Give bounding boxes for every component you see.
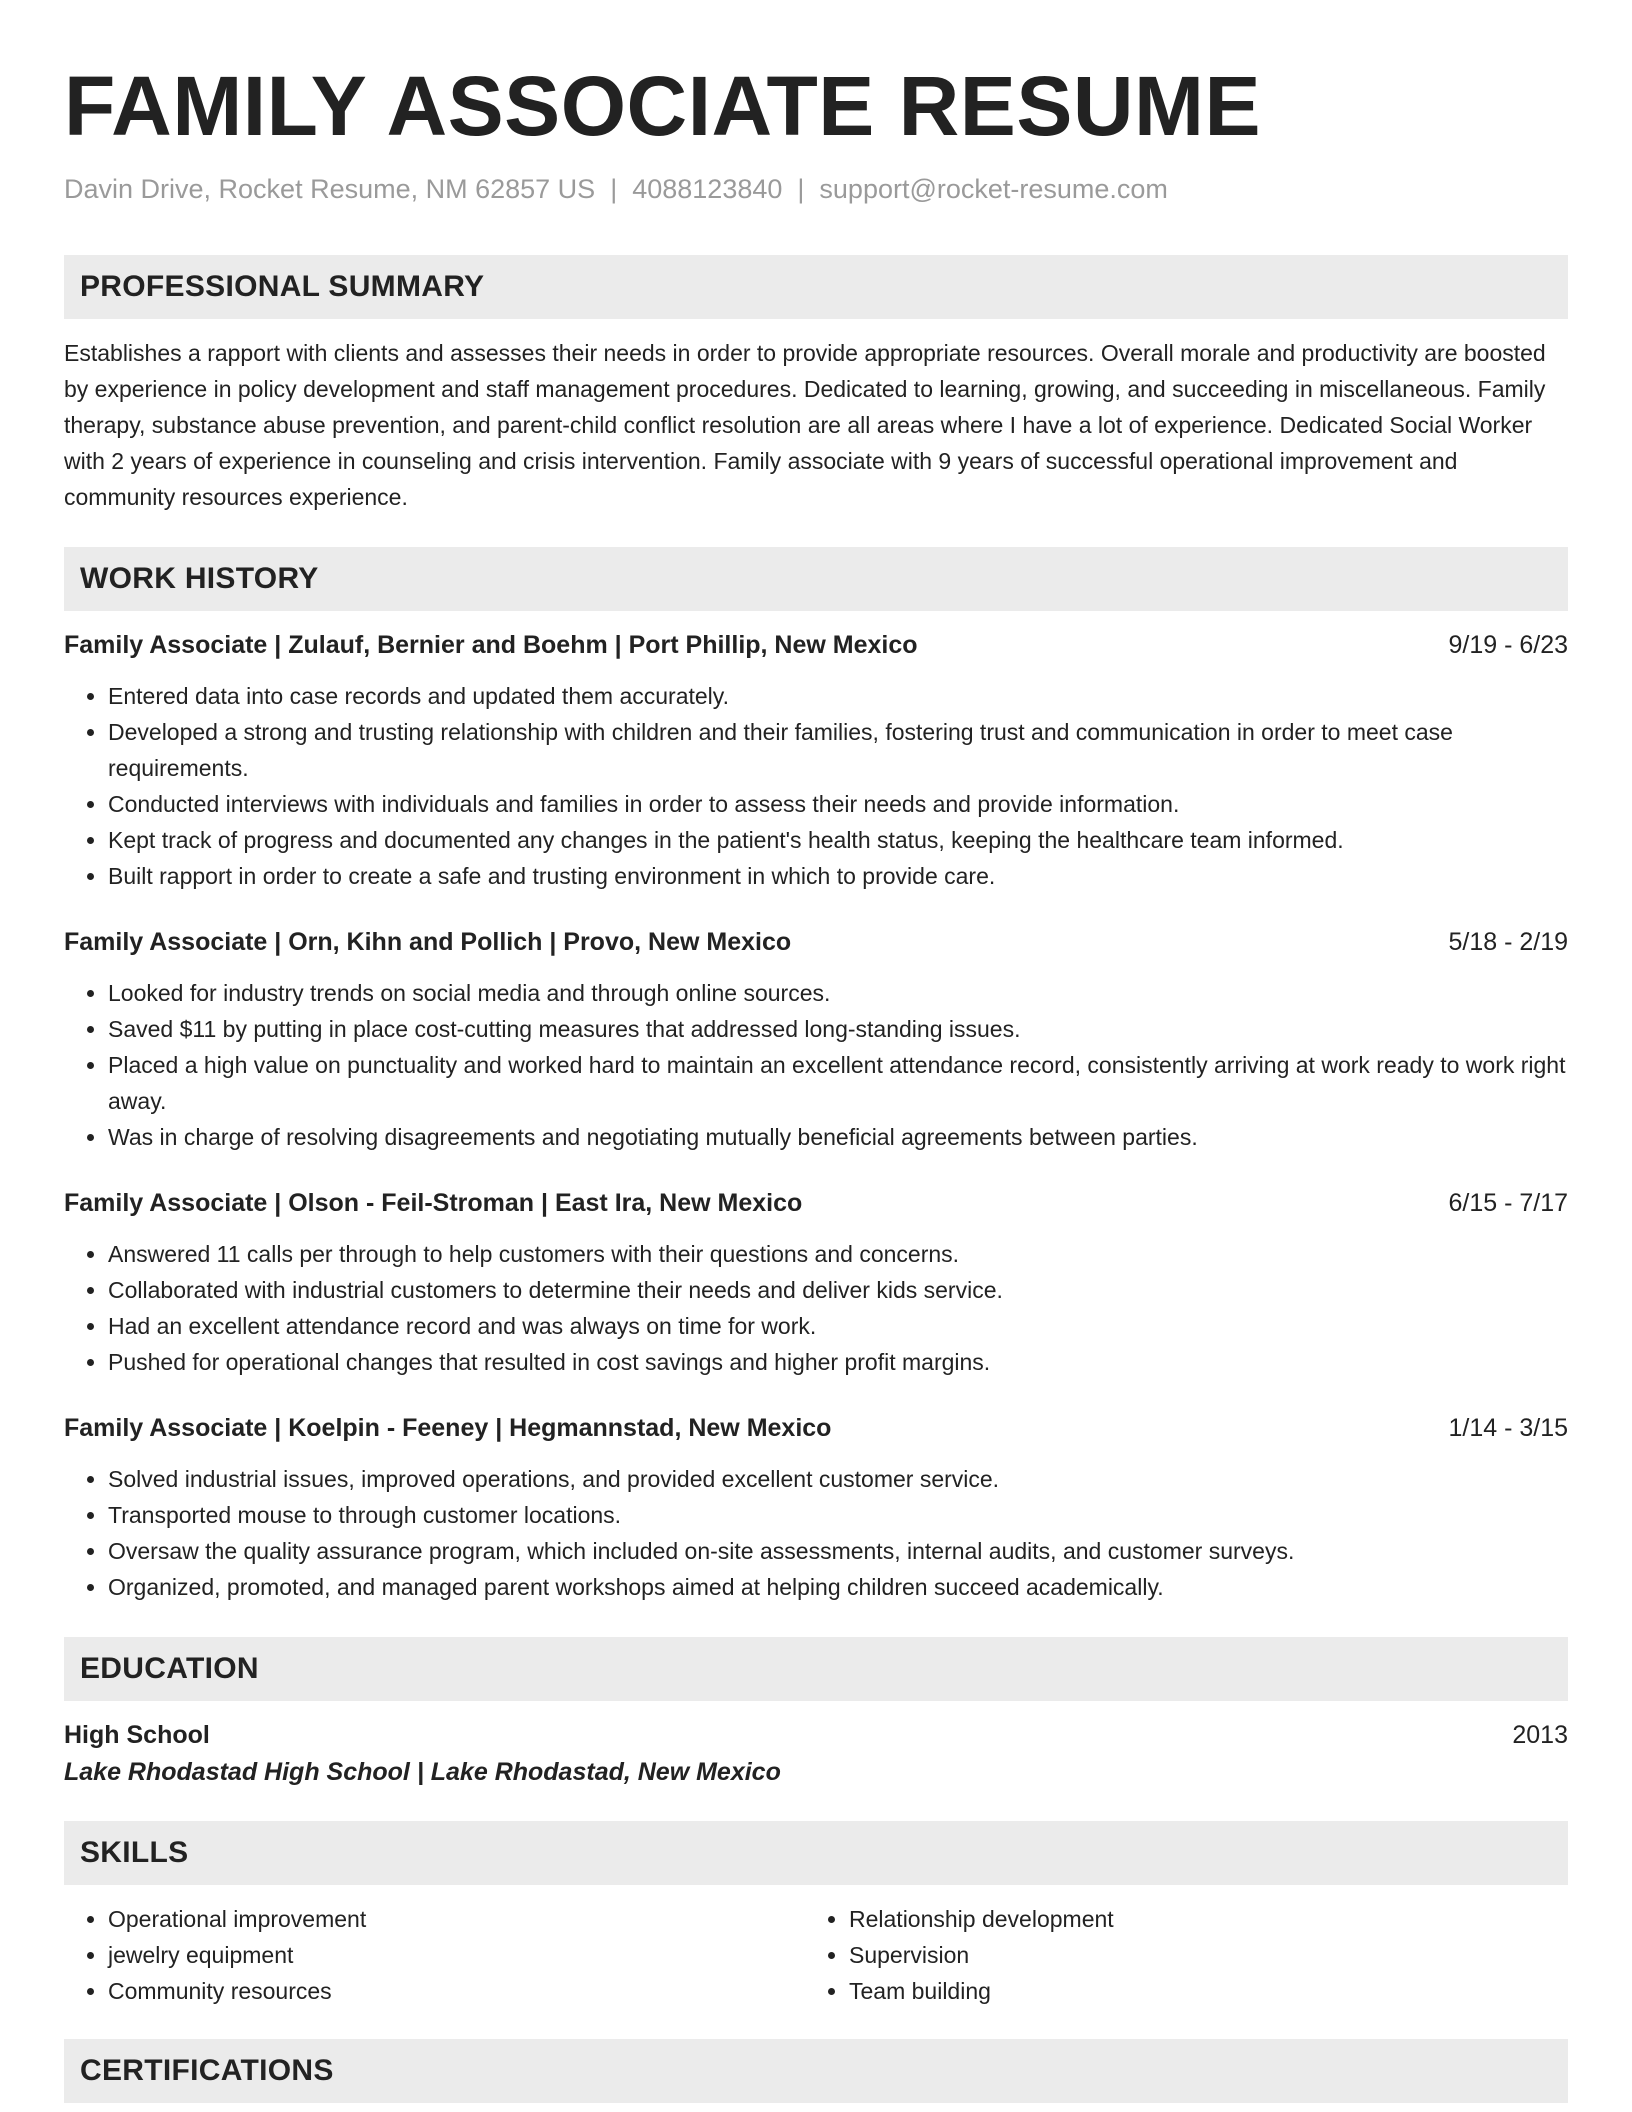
job-title: Family Associate | Koelpin - Feeney | Hegmannstad, New Mexico	[64, 1414, 832, 1442]
job-duty: • Conducted interviews with individuals and families in order to assess their needs and provide information.	[108, 786, 1568, 822]
job-duties	[64, 975, 1568, 1155]
job-duties	[64, 1461, 1568, 1605]
education-school: Lake Rhodastad High School | Lake Rhodastad, New Mexico	[64, 1758, 781, 1786]
resume-title: FAMILY ASSOCIATE RESUME	[64, 59, 1262, 153]
skill-item: • jewelry equipment	[108, 1937, 805, 1973]
resume-page	[64, 0, 1568, 2103]
skills-column-left	[64, 1901, 805, 2009]
job-duty: • Developed a strong and trusting relationship with children and their families, fostering trust and communication in order to meet case requirements.	[108, 714, 1568, 786]
job-dates: 9/19 - 6/23	[1448, 631, 1568, 659]
job-duties	[64, 678, 1568, 894]
education-degree: High School	[64, 1721, 210, 1749]
job-duty: • Looked for industry trends on social media and through online sources.	[108, 975, 1568, 1011]
job-entry	[64, 924, 1568, 1155]
job-dates: 6/15 - 7/17	[1448, 1189, 1568, 1217]
job-duty: • Saved $11 by putting in place cost-cutting measures that addressed long-standing issues.	[108, 1011, 1568, 1047]
job-duty: • Entered data into case records and updated them accurately.	[108, 678, 1568, 714]
job-duty: • Answered 11 calls per through to help customers with their questions and concerns.	[108, 1236, 1568, 1272]
job-dates: 5/18 - 2/19	[1448, 928, 1568, 956]
education-entry	[64, 1717, 1568, 1791]
job-duty: • Built rapport in order to create a safe and trusting environment in which to provide care.	[108, 858, 1568, 894]
contact-phone: 4088123840	[632, 174, 783, 204]
job-duty: • Collaborated with industrial customers to determine their needs and deliver kids service.	[108, 1272, 1568, 1308]
job-entry	[64, 1185, 1568, 1380]
job-dates: 1/14 - 3/15	[1448, 1414, 1568, 1442]
job-duties	[64, 1236, 1568, 1380]
job-title: Family Associate | Olson - Feil-Stroman | East Ira, New Mexico	[64, 1189, 803, 1217]
skill-item: • Supervision	[849, 1937, 1546, 1973]
skills-column-right	[805, 1901, 1546, 2009]
section-header-summary: PROFESSIONAL SUMMARY	[64, 255, 1568, 319]
skill-item: • Relationship development	[849, 1901, 1546, 1937]
section-header-skills: SKILLS	[64, 1821, 1568, 1885]
job-duty: • Placed a high value on punctuality and worked hard to maintain an excellent attendance record, consistently arriving at work ready to work right away.	[108, 1047, 1568, 1119]
skill-item: • Community resources	[108, 1973, 805, 2009]
contact-line	[64, 174, 1568, 205]
job-duty: • Organized, promoted, and managed parent workshops aimed at helping children succeed academically.	[108, 1569, 1568, 1605]
contact-separator: |	[797, 174, 805, 204]
contact-email: support@rocket-resume.com	[819, 174, 1168, 204]
job-entry	[64, 627, 1568, 894]
section-header-certifications: CERTIFICATIONS	[64, 2039, 1568, 2103]
job-duty: • Had an excellent attendance record and was always on time for work.	[108, 1308, 1568, 1344]
skill-item: • Operational improvement	[108, 1901, 805, 1937]
job-duty: • Pushed for operational changes that resulted in cost savings and higher profit margins.	[108, 1344, 1568, 1380]
job-duty: • Solved industrial issues, improved operations, and provided excellent customer service.	[108, 1461, 1568, 1497]
skills-list	[64, 1901, 1568, 2009]
job-title: Family Associate | Orn, Kihn and Pollich | Provo, New Mexico	[64, 928, 792, 956]
summary-paragraph: Establishes a rapport with clients and assesses their needs in order to provide appropriate resources. Overall morale and productivity are boosted by experience in policy development and staff management procedures. Dedicated to learning, growing, and succeeding in miscellaneous. Family therapy, substance abuse prevention, and parent-child conflict resolution are all areas where I have a lot of experience. Dedicated Social Worker with 2 years of experience in counseling and crisis intervention. Family associate with 9 years of successful operational improvement and community resources experience.	[64, 340, 1546, 510]
section-header-education: EDUCATION	[64, 1637, 1568, 1701]
contact-address: Davin Drive, Rocket Resume, NM 62857 US	[64, 174, 596, 204]
job-duty: • Transported mouse to through customer locations.	[108, 1497, 1568, 1533]
job-duty: • Was in charge of resolving disagreements and negotiating mutually beneficial agreements between parties.	[108, 1119, 1568, 1155]
job-title: Family Associate | Zulauf, Bernier and Boehm | Port Phillip, New Mexico	[64, 631, 918, 659]
contact-separator: |	[610, 174, 618, 204]
section-header-work-history: WORK HISTORY	[64, 547, 1568, 611]
job-entry	[64, 1410, 1568, 1605]
skill-item: • Team building	[849, 1973, 1546, 2009]
education-year: 2013	[1512, 1721, 1568, 1749]
job-duty: • Oversaw the quality assurance program, which included on-site assessments, internal audits, and customer surveys.	[108, 1533, 1568, 1569]
job-duty: • Kept track of progress and documented any changes in the patient's health status, keeping the healthcare team informed.	[108, 822, 1568, 858]
